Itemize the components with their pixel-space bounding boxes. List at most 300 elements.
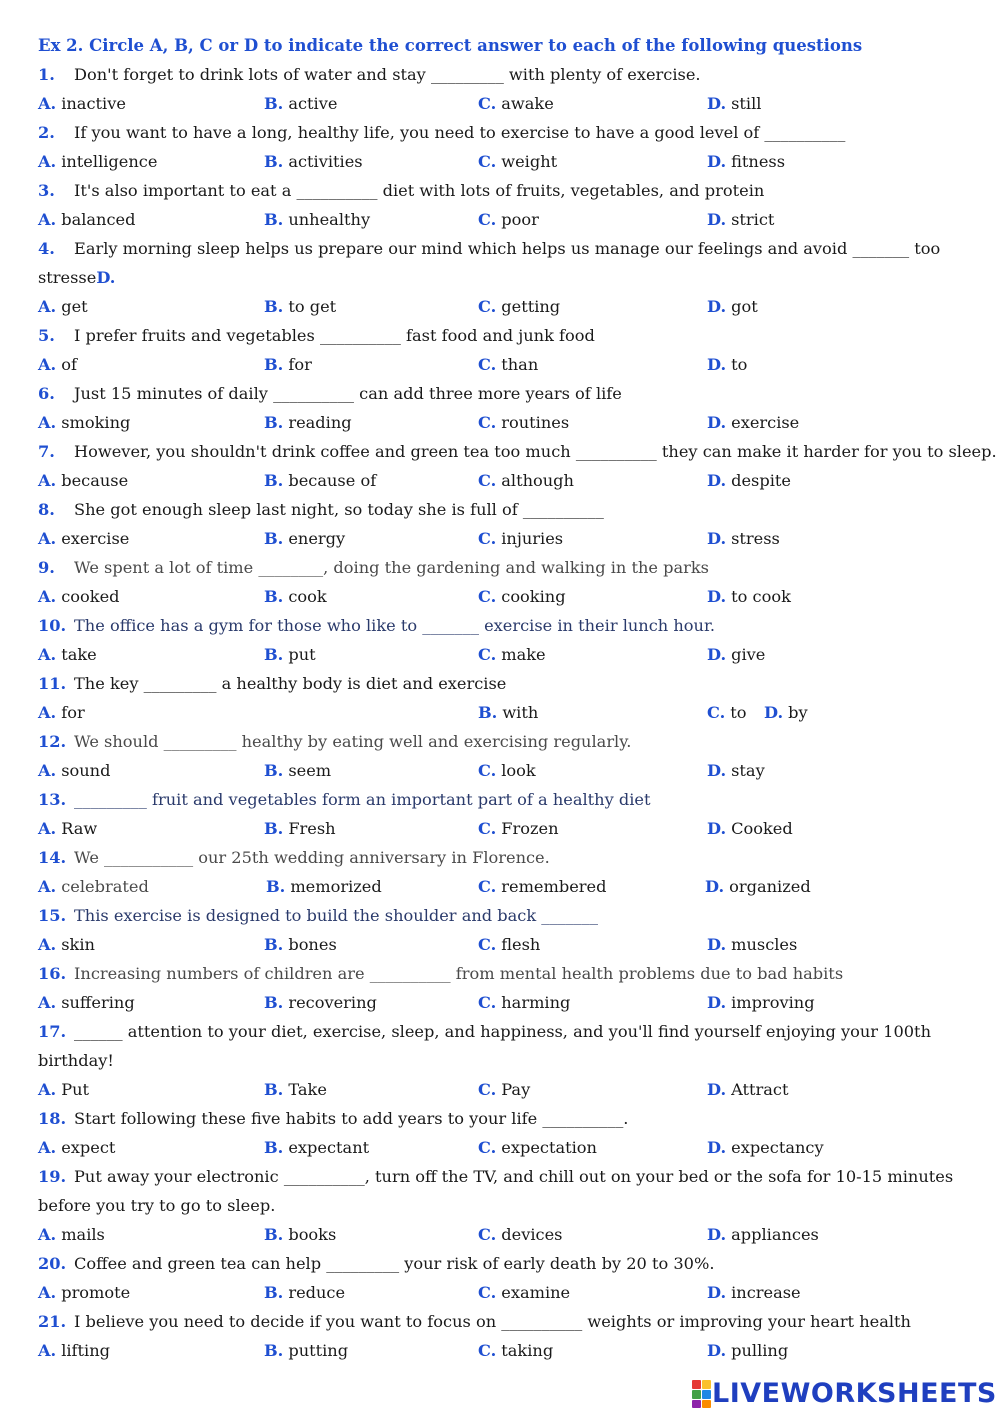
option-letter: D. (707, 819, 727, 838)
option-a[interactable] (38, 585, 120, 609)
option-d[interactable] (707, 1136, 824, 1160)
options-row (38, 1223, 968, 1252)
option-d[interactable] (707, 469, 791, 493)
option-letter: B. (264, 645, 284, 664)
question-text: _________ fruit and vegetables form an important part of a healthy diet (74, 790, 651, 809)
option-letter: D. (707, 1138, 727, 1157)
option-b[interactable] (264, 208, 370, 232)
option-text: take (61, 645, 97, 664)
option-d[interactable] (705, 875, 811, 899)
option-letter: A. (38, 210, 57, 229)
option-text: look (501, 761, 536, 780)
option-text: Take (288, 1080, 327, 1099)
option-d[interactable] (707, 1078, 789, 1102)
option-c[interactable] (478, 1078, 530, 1102)
question-7 (38, 440, 997, 469)
option-letter: D. (707, 471, 727, 490)
question-text: It's also important to eat a __________ diet with lots of fruits, vegetables, and protein (74, 181, 765, 200)
option-a[interactable] (38, 411, 130, 435)
option-letter: C. (478, 1080, 497, 1099)
option-d[interactable] (707, 1339, 788, 1363)
options-row (38, 92, 968, 121)
question-5 (38, 324, 968, 353)
option-text: despite (731, 471, 791, 490)
options-row (38, 933, 968, 962)
option-letter: B. (264, 1283, 284, 1302)
option-d[interactable] (707, 1281, 801, 1305)
option-a[interactable] (38, 701, 85, 725)
option-c[interactable] (707, 701, 747, 725)
option-d[interactable] (707, 295, 758, 319)
option-c[interactable] (478, 1136, 597, 1160)
option-letter: D. (705, 877, 725, 896)
option-letter: B. (264, 993, 284, 1012)
option-text: suffering (61, 993, 135, 1012)
question-text: Put away your electronic __________, turn off the TV, and chill out on your bed or the sofa for 10-15 minutes (74, 1167, 954, 1186)
option-text: Fresh (288, 819, 336, 838)
option-letter: C. (478, 993, 497, 1012)
logo-icon (692, 1380, 710, 1406)
option-c[interactable] (478, 411, 569, 435)
option-text: improving (731, 993, 815, 1012)
options-row (38, 411, 968, 440)
option-a[interactable] (38, 469, 128, 493)
question-number: 15. (38, 906, 67, 925)
option-d[interactable] (707, 585, 791, 609)
option-a[interactable] (38, 208, 135, 232)
option-a[interactable] (38, 1078, 89, 1102)
option-letter: C. (478, 1225, 497, 1244)
option-text: organized (729, 877, 811, 896)
option-letter: A. (38, 1225, 57, 1244)
option-letter: C. (478, 210, 497, 229)
option-text: for (61, 703, 85, 722)
option-b[interactable] (264, 353, 312, 377)
option-d[interactable] (707, 1223, 819, 1247)
question-18 (38, 1107, 968, 1136)
question-9 (38, 556, 968, 585)
option-letter: C. (478, 413, 497, 432)
question-10 (38, 614, 968, 643)
exercise-title: Ex 2. Circle A, B, C or D to indicate the correct answer to each of the following questions (38, 36, 863, 55)
question-number: 5. (38, 326, 55, 345)
option-text: devices (501, 1225, 563, 1244)
option-b[interactable] (264, 1281, 345, 1305)
question-4 (38, 237, 968, 266)
options-row (38, 701, 968, 730)
option-letter: D. (707, 413, 727, 432)
option-letter: B. (266, 877, 286, 896)
option-a[interactable] (38, 295, 88, 319)
option-text: give (731, 645, 766, 664)
question-text: The office has a gym for those who like to _______ exercise in their lunch hour. (74, 616, 716, 635)
option-d[interactable] (707, 643, 765, 667)
option-text: for (288, 355, 312, 374)
option-d[interactable] (764, 701, 808, 725)
option-b[interactable] (264, 1339, 348, 1363)
option-text: memorized (290, 877, 382, 896)
option-d[interactable] (707, 527, 780, 551)
option-letter: A. (38, 993, 57, 1012)
option-b[interactable] (266, 875, 382, 899)
option-text: put (288, 645, 316, 664)
option-letter: A. (38, 645, 57, 664)
option-letter: D. (707, 210, 727, 229)
option-text: to get (288, 297, 337, 316)
option-text: taking (501, 1341, 554, 1360)
option-text: Attract (731, 1080, 789, 1099)
question-number: 18. (38, 1109, 67, 1128)
option-text: because (61, 471, 129, 490)
option-text: got (731, 297, 758, 316)
option-text: reduce (288, 1283, 346, 1302)
question-text: She got enough sleep last night, so today she is full of __________ (74, 500, 604, 519)
option-letter: A. (38, 529, 57, 548)
options-row (38, 759, 968, 788)
question-number: 8. (38, 500, 55, 519)
option-text: intelligence (61, 152, 158, 171)
option-letter: B. (264, 1138, 284, 1157)
option-letter: A. (38, 471, 57, 490)
option-text: getting (501, 297, 561, 316)
question-number: 17. (38, 1022, 67, 1041)
option-text: Frozen (501, 819, 559, 838)
question-number: 20. (38, 1254, 67, 1273)
option-d[interactable] (707, 150, 785, 174)
question-14 (38, 846, 968, 875)
option-b[interactable] (478, 701, 538, 725)
option-text: celebrated (61, 877, 149, 896)
option-text: get (61, 297, 88, 316)
options-row (38, 1281, 968, 1310)
option-text: exercise (731, 413, 800, 432)
option-c[interactable] (478, 991, 570, 1015)
option-letter: A. (38, 355, 57, 374)
option-letter: A. (38, 761, 57, 780)
options-row (38, 353, 968, 382)
option-letter: D. (707, 761, 727, 780)
options-row (38, 1136, 968, 1165)
option-c[interactable] (478, 817, 559, 841)
option-d[interactable] (707, 353, 747, 377)
question-11 (38, 672, 968, 701)
question-12 (38, 730, 968, 759)
option-text: expectant (288, 1138, 370, 1157)
question-text: We ___________ our 25th wedding anniversary in Florence. (74, 848, 550, 867)
option-a[interactable] (38, 1281, 130, 1305)
question-text: ______ attention to your diet, exercise, sleep, and happiness, and you'll find yourself enjoying your 100th (74, 1022, 931, 1041)
option-letter: D. (707, 935, 727, 954)
option-letter: C. (478, 297, 497, 316)
option-text: cook (288, 587, 327, 606)
option-text: than (501, 355, 539, 374)
options-row (38, 875, 968, 904)
options-row (38, 150, 968, 179)
question-1 (38, 63, 968, 92)
option-letter: B. (264, 761, 284, 780)
option-text: by (788, 703, 808, 722)
question-text: Just 15 minutes of daily __________ can add three more years of life (74, 384, 622, 403)
option-text: exercise (61, 529, 130, 548)
option-text: bones (288, 935, 337, 954)
option-letter: A. (38, 297, 57, 316)
option-text: to cook (731, 587, 791, 606)
options-row (38, 469, 968, 498)
option-text: examine (501, 1283, 571, 1302)
question-8 (38, 498, 968, 527)
option-text: appliances (731, 1225, 819, 1244)
option-text: increase (731, 1283, 801, 1302)
option-d[interactable] (707, 92, 761, 116)
option-letter: D. (707, 993, 727, 1012)
question-continuation (38, 266, 968, 295)
option-c[interactable] (478, 469, 574, 493)
option-text: cooking (501, 587, 566, 606)
question-number: 19. (38, 1167, 67, 1186)
option-letter: C. (707, 703, 726, 722)
option-text: pulling (731, 1341, 789, 1360)
option-b[interactable] (264, 150, 363, 174)
option-c[interactable] (478, 527, 563, 551)
options-row (38, 527, 968, 556)
option-a[interactable] (38, 1223, 105, 1247)
option-letter: D. (707, 645, 727, 664)
option-letter: C. (478, 761, 497, 780)
option-c[interactable] (478, 150, 557, 174)
option-a[interactable] (38, 1136, 115, 1160)
option-b[interactable] (264, 817, 336, 841)
option-a[interactable] (38, 643, 97, 667)
question-text: We spent a lot of time ________, doing the gardening and walking in the parks (74, 558, 709, 577)
option-letter: C. (478, 819, 497, 838)
option-d[interactable] (707, 817, 793, 841)
option-a[interactable] (38, 759, 110, 783)
option-text: fitness (731, 152, 786, 171)
option-letter: B. (264, 935, 284, 954)
option-letter: B. (264, 355, 284, 374)
option-c[interactable] (478, 208, 539, 232)
option-b[interactable] (264, 469, 376, 493)
option-c[interactable] (478, 92, 554, 116)
option-d[interactable] (707, 208, 774, 232)
question-number: 21. (38, 1312, 67, 1331)
option-b[interactable] (264, 933, 337, 957)
option-b[interactable] (264, 759, 331, 783)
option-letter: B. (264, 1341, 284, 1360)
option-letter: C. (478, 645, 497, 664)
options-row (38, 991, 968, 1020)
option-text: stay (731, 761, 765, 780)
question-continuation-text: birthday! (38, 1051, 114, 1070)
option-c[interactable] (478, 933, 540, 957)
question-list (38, 63, 997, 1368)
option-c[interactable] (478, 585, 566, 609)
question-text: If you want to have a long, healthy life, you need to exercise to have a good level of __________ (74, 123, 846, 142)
option-letter: C. (478, 935, 497, 954)
option-text: make (501, 645, 546, 664)
option-a[interactable] (38, 527, 129, 551)
question-number: 11. (38, 674, 67, 693)
option-text: injuries (501, 529, 564, 548)
option-letter: A. (38, 1283, 57, 1302)
options-row (38, 208, 968, 237)
option-text: unhealthy (288, 210, 371, 229)
question-3 (38, 179, 968, 208)
option-text: awake (501, 94, 554, 113)
option-b[interactable] (264, 1223, 336, 1247)
option-letter: D. (764, 703, 784, 722)
option-c[interactable] (478, 1281, 570, 1305)
question-2 (38, 121, 968, 150)
option-b[interactable] (264, 1078, 327, 1102)
question-text: Coffee and green tea can help _________ your risk of early death by 20 to 30%. (74, 1254, 715, 1273)
option-letter: C. (478, 94, 497, 113)
option-text: poor (501, 210, 539, 229)
option-text: to (731, 355, 748, 374)
option-letter: B. (264, 529, 284, 548)
question-19 (38, 1165, 968, 1194)
option-c[interactable] (478, 759, 536, 783)
option-c[interactable] (478, 1339, 553, 1363)
question-20 (38, 1252, 968, 1281)
option-letter: D. (707, 1283, 727, 1302)
option-b[interactable] (264, 527, 345, 551)
question-text: However, you shouldn't drink coffee and green tea too much __________ they can make it harder for you to sleep. (74, 442, 997, 461)
option-d[interactable] (707, 759, 765, 783)
option-c[interactable] (478, 875, 606, 899)
option-letter: D. (707, 355, 727, 374)
option-text: smoking (61, 413, 131, 432)
option-text: strict (731, 210, 775, 229)
option-letter: C. (478, 152, 497, 171)
option-text: active (288, 94, 338, 113)
question-continuation (38, 1194, 968, 1223)
option-d[interactable] (707, 411, 799, 435)
option-letter: C. (478, 587, 497, 606)
option-letter: A. (38, 94, 57, 113)
option-letter: B. (264, 152, 284, 171)
option-b[interactable] (264, 991, 377, 1015)
question-continuation-text: stresse (38, 268, 97, 287)
option-b[interactable] (264, 295, 336, 319)
option-c[interactable] (478, 295, 560, 319)
option-b[interactable] (264, 92, 337, 116)
option-letter: B. (264, 819, 284, 838)
question-17 (38, 1020, 968, 1049)
question-text: The key _________ a healthy body is diet and exercise (74, 674, 507, 693)
option-text: because of (288, 471, 377, 490)
option-a[interactable] (38, 150, 157, 174)
question-6 (38, 382, 968, 411)
option-text: although (501, 471, 574, 490)
option-letter: A. (38, 703, 57, 722)
option-text: Put (61, 1080, 90, 1099)
worksheet (38, 34, 997, 1368)
question-text: We should _________ healthy by eating well and exercising regularly. (74, 732, 632, 751)
option-a[interactable] (38, 875, 149, 899)
option-text: recovering (288, 993, 377, 1012)
option-letter: C. (478, 471, 497, 490)
options-row (38, 643, 968, 672)
option-letter: D. (707, 297, 727, 316)
option-text: stress (731, 529, 780, 548)
option-letter: B. (264, 413, 284, 432)
question-number: 12. (38, 732, 67, 751)
question-text: I prefer fruits and vegetables __________ fast food and junk food (74, 326, 595, 345)
brand-name: LIVEWORKSHEETS (712, 1377, 997, 1409)
option-letter: C. (478, 355, 497, 374)
option-text: muscles (731, 935, 798, 954)
option-c[interactable] (478, 353, 538, 377)
option-text: of (61, 355, 77, 374)
option-b[interactable] (264, 411, 352, 435)
option-text: expectation (501, 1138, 597, 1157)
option-letter: B. (264, 1080, 284, 1099)
option-d[interactable] (707, 991, 815, 1015)
option-letter: B. (264, 587, 284, 606)
option-letter: B. (264, 94, 284, 113)
option-text: expect (61, 1138, 116, 1157)
option-letter: D. (707, 587, 727, 606)
option-a[interactable] (38, 991, 135, 1015)
option-letter: A. (38, 413, 57, 432)
option-letter: A. (38, 1341, 57, 1360)
option-text: mails (61, 1225, 105, 1244)
option-letter: A. (38, 1138, 57, 1157)
question-15 (38, 904, 968, 933)
question-number: 3. (38, 181, 55, 200)
question-number: 13. (38, 790, 67, 809)
option-text: inactive (61, 94, 126, 113)
question-number: 7. (38, 442, 55, 461)
option-letter: B. (264, 297, 284, 316)
question-number: 10. (38, 616, 67, 635)
option-text: expectancy (731, 1138, 824, 1157)
option-text: skin (61, 935, 95, 954)
option-letter: A. (38, 935, 57, 954)
question-text: I believe you need to decide if you want to focus on __________ weights or improving your heart health (74, 1312, 911, 1331)
option-text: weight (501, 152, 558, 171)
option-a[interactable] (38, 817, 97, 841)
option-text: to (730, 703, 747, 722)
option-a[interactable] (38, 92, 126, 116)
option-text: flesh (501, 935, 541, 954)
option-a[interactable] (38, 353, 77, 377)
option-c[interactable] (478, 1223, 562, 1247)
option-text: remembered (501, 877, 607, 896)
option-text: activities (288, 152, 363, 171)
option-letter: C. (478, 1341, 497, 1360)
option-b[interactable] (264, 585, 327, 609)
options-row (38, 1339, 968, 1368)
option-a[interactable] (38, 1339, 110, 1363)
question-number: 16. (38, 964, 67, 983)
option-text: putting (288, 1341, 349, 1360)
question-continuation-text: before you try to go to sleep. (38, 1196, 276, 1215)
option-c[interactable] (478, 643, 546, 667)
option-letter: D. (707, 1341, 727, 1360)
question-13 (38, 788, 968, 817)
options-row (38, 817, 968, 846)
option-letter: D. (707, 94, 727, 113)
option-b[interactable] (264, 1136, 369, 1160)
option-letter: D. (707, 1225, 727, 1244)
option-d[interactable] (707, 933, 797, 957)
option-a[interactable] (38, 933, 95, 957)
option-b[interactable] (264, 643, 316, 667)
option-letter: A. (38, 877, 57, 896)
options-row (38, 585, 968, 614)
